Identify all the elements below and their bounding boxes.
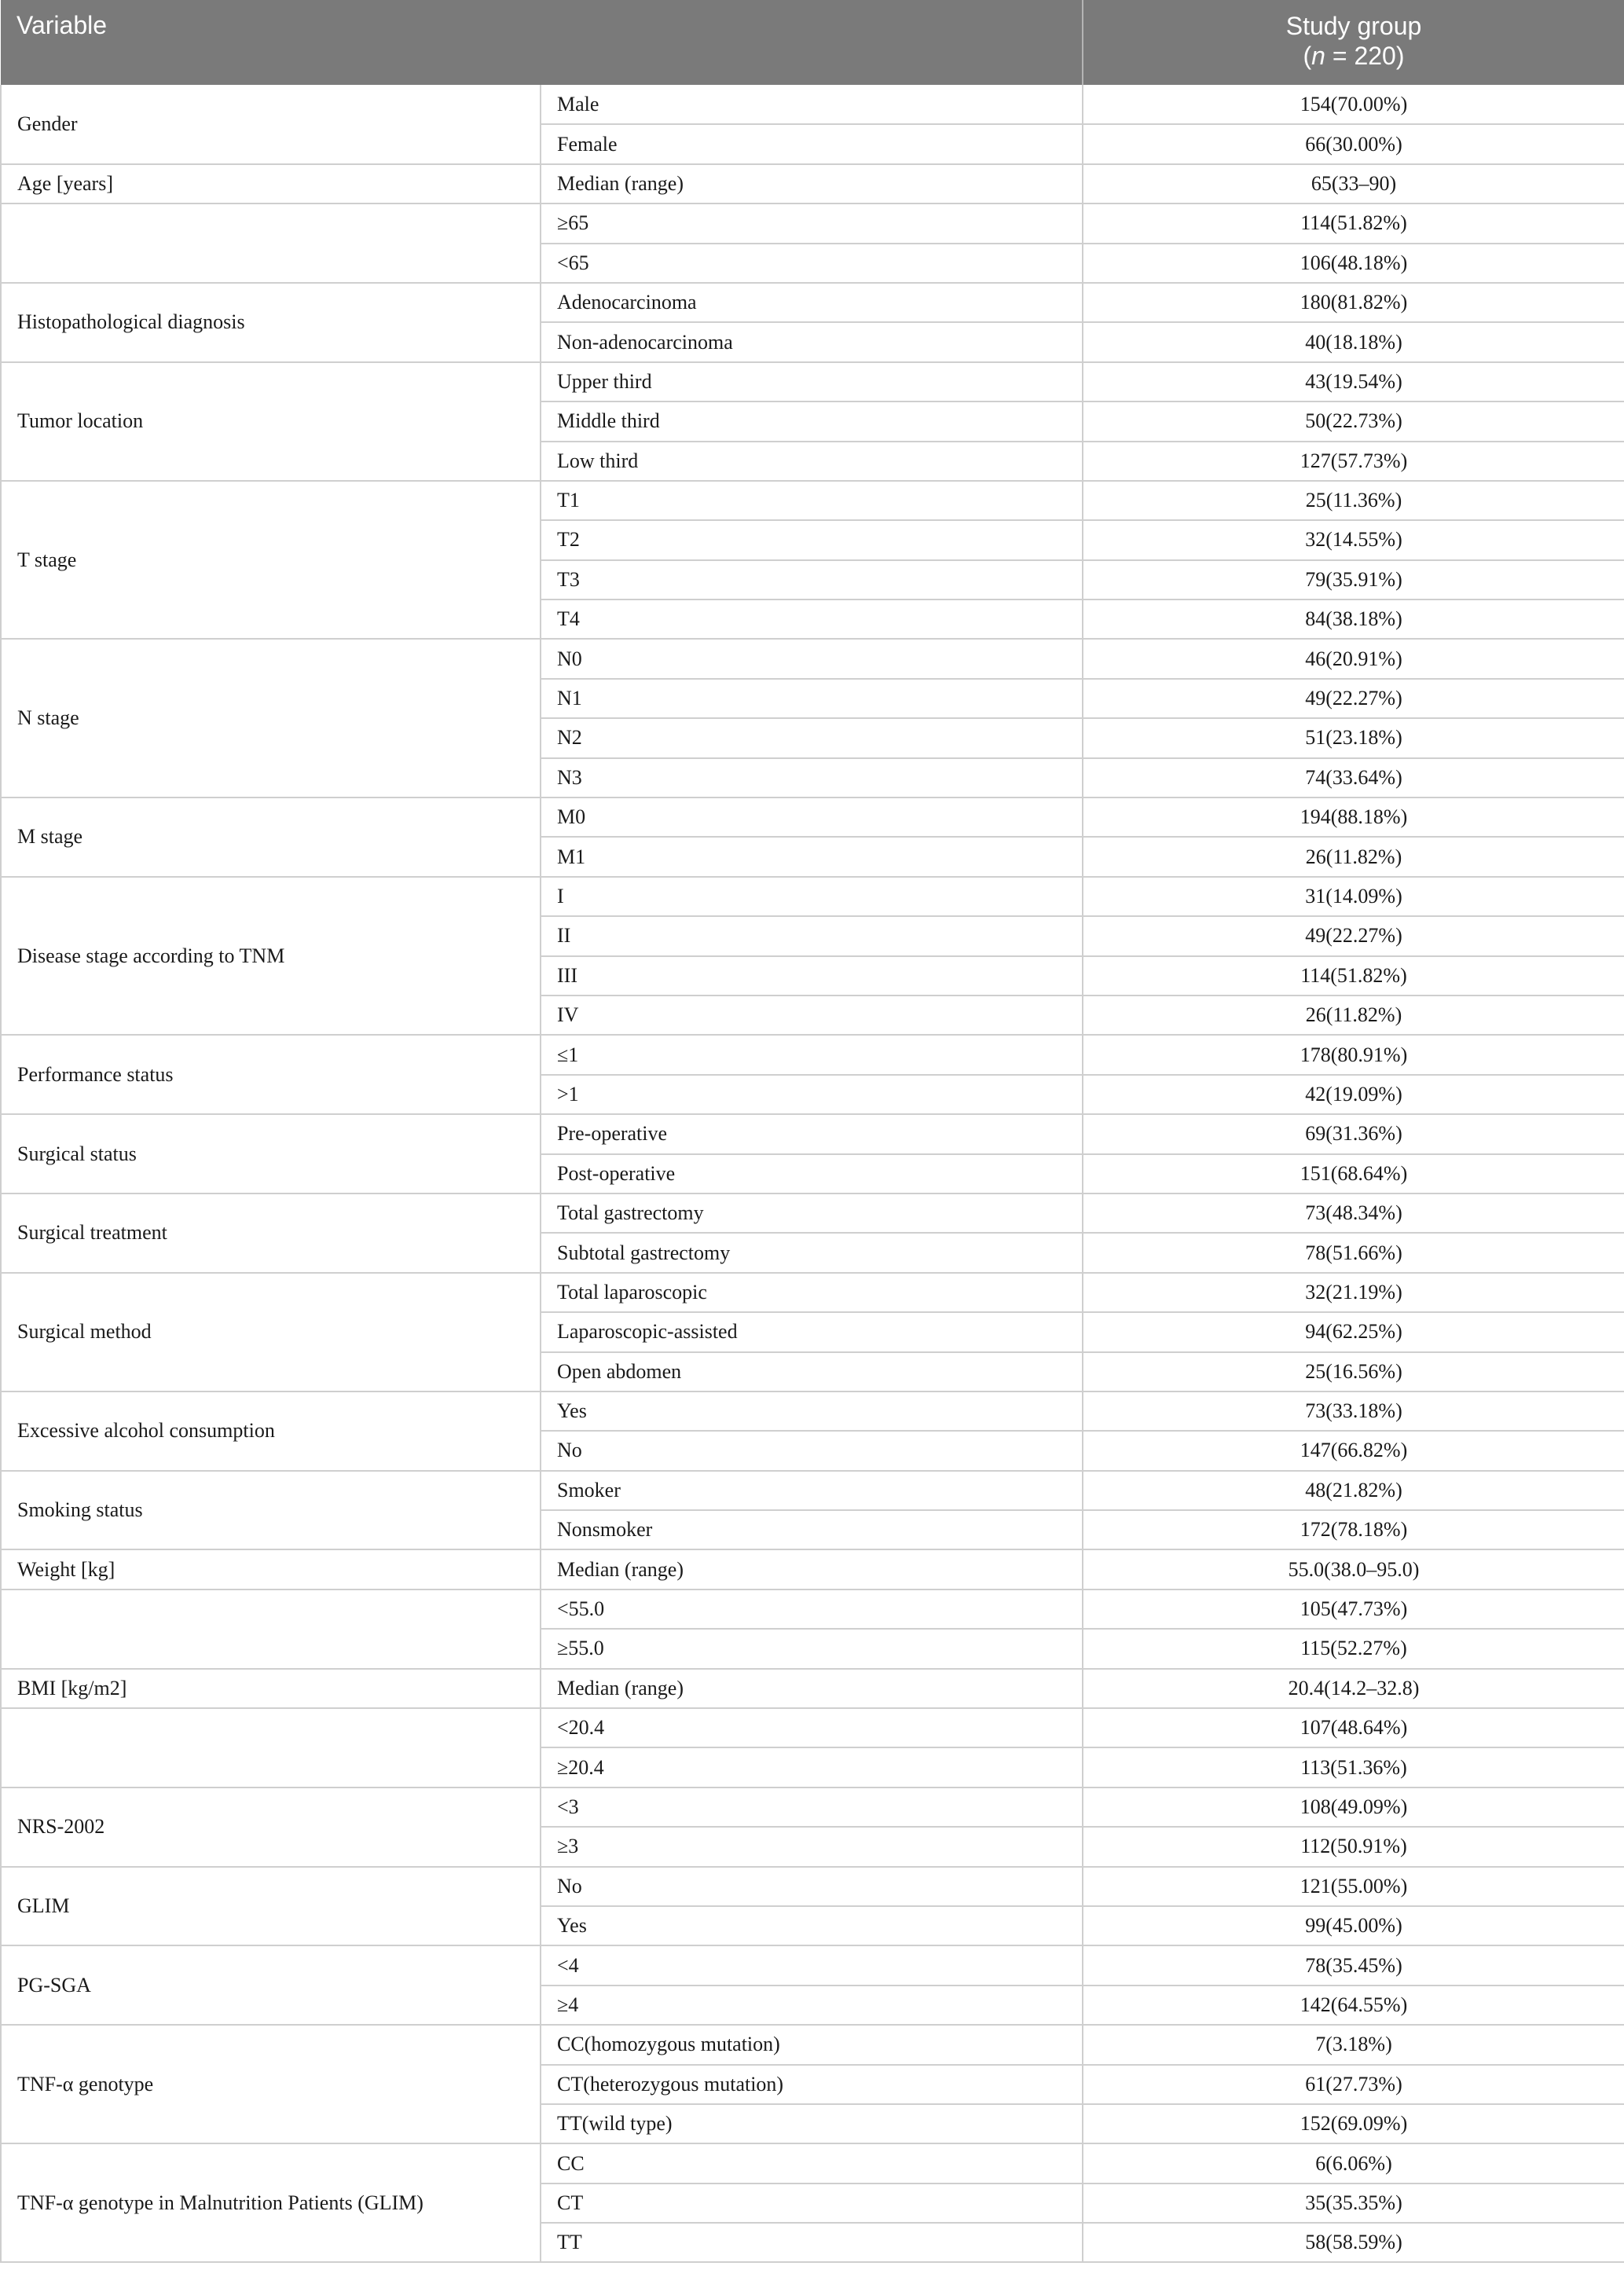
category-cell: Median (range) [541,1549,1083,1589]
category-cell: TT(wild type) [541,2104,1083,2143]
category-cell: ≥65 [541,204,1083,243]
table-row [1,1273,1624,1312]
variable-cell: Weight [kg] [1,1549,541,1589]
value-cell: 94(62.25%) [1083,1312,1624,1351]
category-cell: Smoker [541,1471,1083,1510]
variable-cell: Histopathological diagnosis [1,283,541,362]
value-cell: 84(38.18%) [1083,600,1624,639]
variable-cell: PG-SGA [1,1945,541,2025]
category-cell: Low third [541,442,1083,481]
value-cell: 31(14.09%) [1083,877,1624,916]
category-cell: I [541,877,1083,916]
table-row [1,798,1624,837]
category-cell: ≥55.0 [541,1629,1083,1668]
header-study-group: Study group (n = 220) [1083,0,1624,85]
category-cell: Laparoscopic-assisted [541,1312,1083,1351]
variable-cell: TNF-α genotype [1,2025,541,2143]
category-cell: Upper third [541,362,1083,402]
value-cell: 127(57.73%) [1083,442,1624,481]
category-cell: No [541,1867,1083,1906]
category-cell: CT [541,2184,1083,2223]
value-cell: 142(64.55%) [1083,1986,1624,2025]
category-cell: <65 [541,244,1083,283]
table-row [1,1194,1624,1233]
variable-cell: BMI [kg/m2] [1,1669,541,1708]
table-row [1,639,1624,678]
table-row [1,877,1624,916]
table-row [1,1945,1624,1985]
value-cell: 115(52.27%) [1083,1629,1624,1668]
category-cell: Male [541,85,1083,124]
value-cell: 151(68.64%) [1083,1154,1624,1194]
table-row [1,2025,1624,2064]
category-cell: TT [541,2223,1083,2262]
value-cell: 178(80.91%) [1083,1035,1624,1074]
category-cell: <4 [541,1945,1083,1985]
category-cell: ≥20.4 [541,1747,1083,1787]
value-cell: 35(35.35%) [1083,2184,1624,2223]
value-cell: 49(22.27%) [1083,916,1624,955]
table-row [1,1471,1624,1510]
table-row [1,1392,1624,1431]
value-cell: 147(66.82%) [1083,1431,1624,1470]
table-row [1,85,1624,124]
value-cell: 49(22.27%) [1083,679,1624,718]
table-row [1,1590,1624,1629]
value-cell: 73(33.18%) [1083,1392,1624,1431]
value-cell: 105(47.73%) [1083,1590,1624,1629]
variable-cell: Gender [1,85,541,164]
variable-cell: NRS-2002 [1,1788,541,1867]
value-cell: 99(45.00%) [1083,1906,1624,1945]
value-cell: 25(16.56%) [1083,1352,1624,1392]
category-cell: CT(heterozygous mutation) [541,2065,1083,2104]
value-cell: 154(70.00%) [1083,85,1624,124]
variable-cell [1,204,541,283]
value-cell: 106(48.18%) [1083,244,1624,283]
header-study-group-label: Study group [1285,12,1422,40]
variable-cell: Surgical treatment [1,1194,541,1273]
category-cell: ≥3 [541,1827,1083,1866]
category-cell: T1 [541,481,1083,520]
value-cell: 74(33.64%) [1083,758,1624,798]
table-row [1,1867,1624,1906]
header-variable: Variable [1,0,1083,85]
category-cell: T3 [541,560,1083,600]
value-cell: 73(48.34%) [1083,1194,1624,1233]
variable-cell [1,1590,541,1669]
value-cell: 107(48.64%) [1083,1708,1624,1747]
variable-cell: Age [years] [1,164,541,204]
category-cell: Median (range) [541,1669,1083,1708]
category-cell: <20.4 [541,1708,1083,1747]
category-cell: Total laparoscopic [541,1273,1083,1312]
category-cell: T2 [541,520,1083,559]
category-cell: N0 [541,639,1083,678]
value-cell: 121(55.00%) [1083,1867,1624,1906]
value-cell: 78(35.45%) [1083,1945,1624,1985]
table-row [1,164,1624,204]
value-cell: 78(51.66%) [1083,1233,1624,1272]
variable-cell: TNF-α genotype in Malnutrition Patients (GLIM) [1,2143,541,2262]
value-cell: 20.4(14.2–32.8) [1083,1669,1624,1708]
category-cell: Yes [541,1392,1083,1431]
category-cell: N3 [541,758,1083,798]
table-row [1,283,1624,322]
category-cell: T4 [541,600,1083,639]
value-cell: 55.0(38.0–95.0) [1083,1549,1624,1589]
variable-cell: GLIM [1,1867,541,1946]
table-header [1,0,1624,85]
table-row [1,1114,1624,1153]
category-cell: CC [541,2143,1083,2183]
variable-cell: T stage [1,481,541,640]
category-cell: Median (range) [541,164,1083,204]
header-n-label: n [1311,42,1325,70]
category-cell: Total gastrectomy [541,1194,1083,1233]
value-cell: 50(22.73%) [1083,402,1624,441]
category-cell: <55.0 [541,1590,1083,1629]
category-cell: Middle third [541,402,1083,441]
value-cell: 48(21.82%) [1083,1471,1624,1510]
value-cell: 51(23.18%) [1083,718,1624,757]
category-cell: Adenocarcinoma [541,283,1083,322]
category-cell: ≥4 [541,1986,1083,2025]
category-cell: Yes [541,1906,1083,1945]
category-cell: N2 [541,718,1083,757]
value-cell: 66(30.00%) [1083,124,1624,163]
variable-cell: Smoking status [1,1471,541,1550]
table-body [1,85,1624,2262]
value-cell: 7(3.18%) [1083,2025,1624,2064]
value-cell: 40(18.18%) [1083,322,1624,361]
value-cell: 172(78.18%) [1083,1510,1624,1549]
value-cell: 61(27.73%) [1083,2065,1624,2104]
value-cell: 32(14.55%) [1083,520,1624,559]
category-cell: Nonsmoker [541,1510,1083,1549]
value-cell: 112(50.91%) [1083,1827,1624,1866]
value-cell: 113(51.36%) [1083,1747,1624,1787]
variable-cell: Tumor location [1,362,541,481]
category-cell: N1 [541,679,1083,718]
value-cell: 32(21.19%) [1083,1273,1624,1312]
table-row [1,481,1624,520]
variable-cell: Performance status [1,1035,541,1114]
value-cell: 25(11.36%) [1083,481,1624,520]
category-cell: III [541,956,1083,996]
value-cell: 46(20.91%) [1083,639,1624,678]
table-row [1,362,1624,402]
value-cell: 152(69.09%) [1083,2104,1624,2143]
value-cell: 194(88.18%) [1083,798,1624,837]
category-cell: M1 [541,837,1083,876]
category-cell: Non-adenocarcinoma [541,322,1083,361]
value-cell: 108(49.09%) [1083,1788,1624,1827]
variable-cell: Surgical method [1,1273,541,1392]
table-row [1,1669,1624,1708]
table-row [1,2143,1624,2183]
variable-cell: N stage [1,639,541,798]
value-cell: 43(19.54%) [1083,362,1624,402]
category-cell: Open abdomen [541,1352,1083,1392]
table-row [1,204,1624,243]
value-cell: 26(11.82%) [1083,837,1624,876]
table-row [1,1708,1624,1747]
table-row [1,1549,1624,1589]
value-cell: 65(33–90) [1083,164,1624,204]
category-cell: CC(homozygous mutation) [541,2025,1083,2064]
category-cell: IV [541,996,1083,1035]
category-cell: M0 [541,798,1083,837]
category-cell: Post-operative [541,1154,1083,1194]
category-cell: Pre-operative [541,1114,1083,1153]
value-cell: 180(81.82%) [1083,283,1624,322]
value-cell: 69(31.36%) [1083,1114,1624,1153]
category-cell: >1 [541,1075,1083,1114]
category-cell: No [541,1431,1083,1470]
value-cell: 26(11.82%) [1083,996,1624,1035]
variable-cell [1,1708,541,1788]
value-cell: 58(58.59%) [1083,2223,1624,2262]
category-cell: ≤1 [541,1035,1083,1074]
category-cell: Subtotal gastrectomy [541,1233,1083,1272]
value-cell: 114(51.82%) [1083,204,1624,243]
category-cell: Female [541,124,1083,163]
variable-cell: Surgical status [1,1114,541,1194]
category-cell: II [541,916,1083,955]
table-row [1,1788,1624,1827]
variable-cell: Excessive alcohol consumption [1,1392,541,1471]
value-cell: 6(6.06%) [1083,2143,1624,2183]
variable-cell: M stage [1,798,541,877]
header-row [1,0,1624,85]
header-n-value: = 220) [1325,42,1405,70]
variable-cell: Disease stage according to TNM [1,877,541,1036]
value-cell: 42(19.09%) [1083,1075,1624,1114]
value-cell: 114(51.82%) [1083,956,1624,996]
category-cell: <3 [541,1788,1083,1827]
table-row [1,1035,1624,1074]
value-cell: 79(35.91%) [1083,560,1624,600]
